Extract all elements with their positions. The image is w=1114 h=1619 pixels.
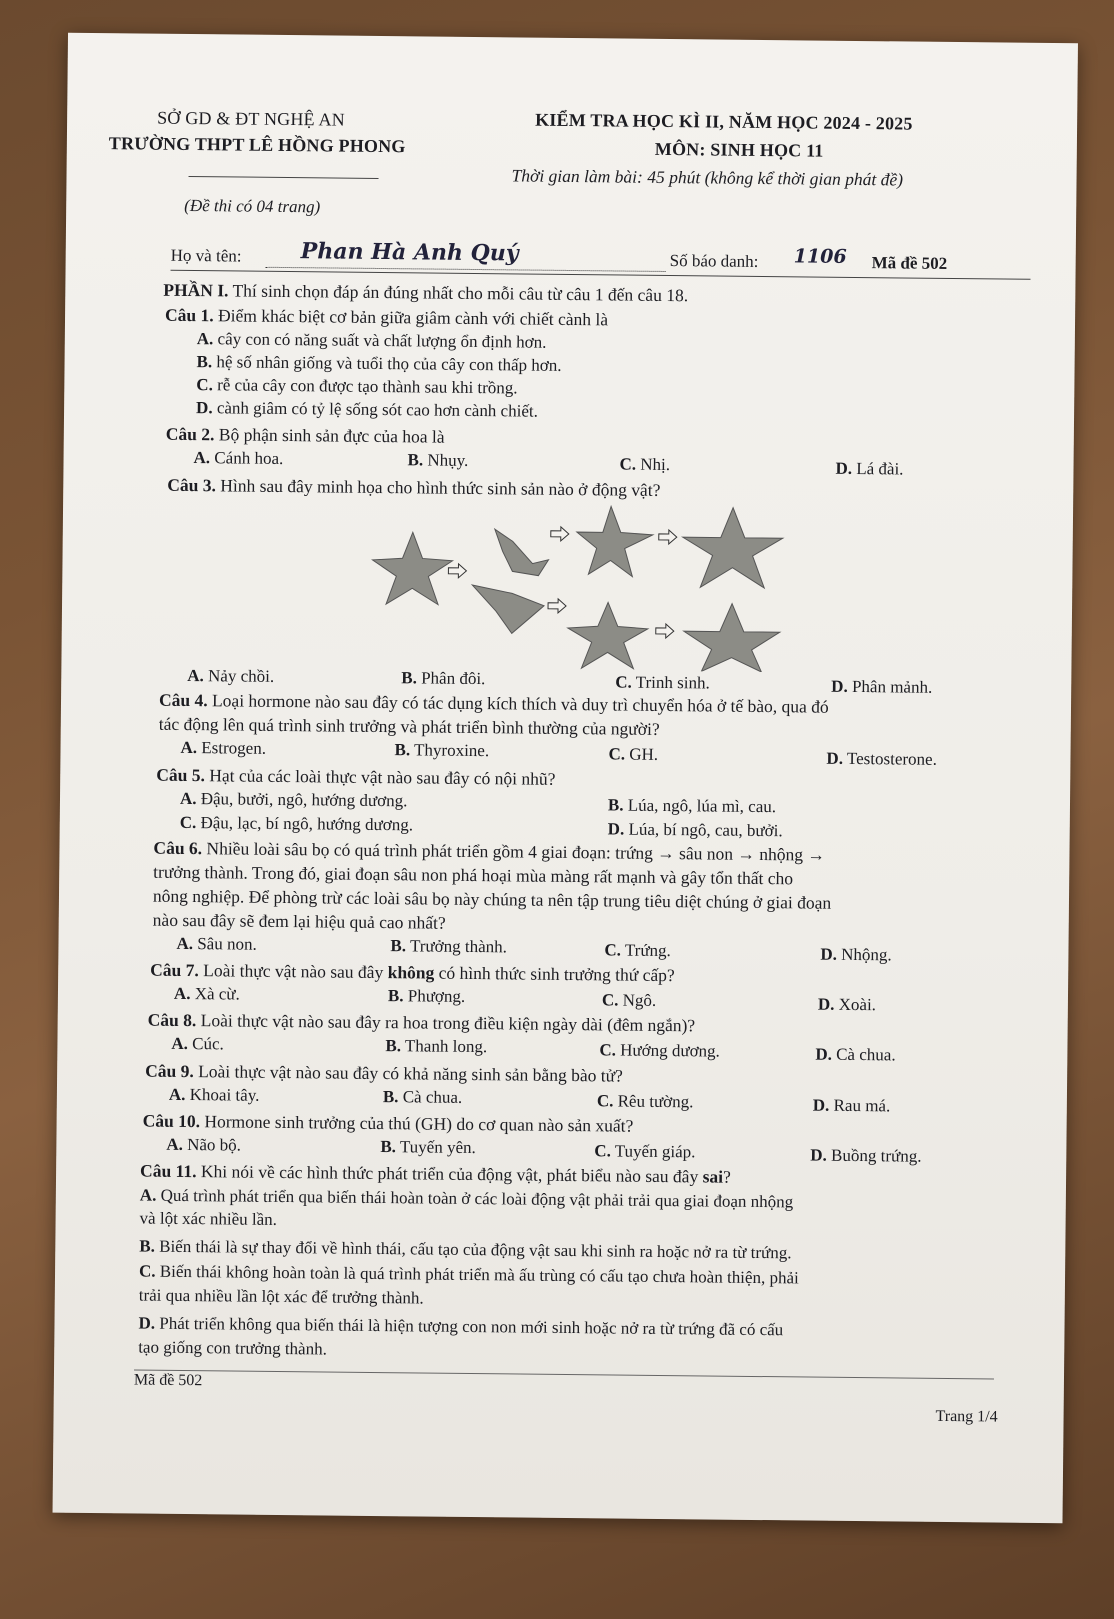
question-number: Câu 10. (142, 1110, 201, 1132)
option-letter: C. (196, 375, 213, 395)
exam-paper (53, 33, 1078, 1523)
question-4-line-2: tác động lên quá trình sinh trưởng và phát triển bình thường của người? (158, 713, 660, 739)
question-number: Câu 5. (156, 764, 205, 786)
q11-option-a-line-2: và lột xác nhiều lần. (139, 1208, 278, 1229)
q3-option-a[interactable] (187, 666, 274, 687)
option-letter: C. (604, 940, 622, 960)
q5-option-d[interactable] (608, 819, 783, 841)
question-number: Câu 6. (153, 837, 203, 859)
question-4 (159, 690, 829, 718)
option-letter: B. (382, 1087, 399, 1107)
option-letter: B. (380, 1137, 397, 1157)
q1-option-c[interactable] (196, 375, 517, 398)
question-text: Hạt của các loài thực vật nào sau đây có nội nhũ? (209, 765, 556, 789)
question-number: Câu 8. (147, 1009, 197, 1031)
q1-option-a[interactable] (197, 329, 547, 353)
q8-option-c[interactable] (599, 1040, 720, 1061)
arrow-icon (659, 530, 677, 544)
option-text: Nhụy. (427, 450, 469, 470)
sbd-label: Số báo danh: (669, 251, 759, 271)
option-text: Lúa, bí ngô, cau, bưởi. (628, 819, 783, 841)
option-text: Ngô. (622, 990, 657, 1010)
time-note: Thời gian làm bài: 45 phút (không kể thời gian phát đề) (511, 165, 904, 190)
option-text: Hướng dương. (620, 1040, 720, 1061)
question-5 (156, 765, 555, 790)
starfish-regenerating-bottom-icon (567, 602, 648, 669)
q3-option-d[interactable] (831, 677, 932, 698)
option-letter: A. (180, 737, 198, 758)
q11-option-b[interactable] (139, 1237, 791, 1264)
option-text: Nhị. (640, 454, 671, 475)
question-text: Hormone sinh trưởng của thú (GH) do cơ quan nào sản xuất? (204, 1111, 634, 1136)
option-text: Lúa, ngô, lúa mì, cau. (627, 795, 777, 817)
option-letter: C. (594, 1141, 611, 1161)
q8-option-b[interactable] (385, 1036, 487, 1057)
q9-option-b[interactable] (383, 1087, 463, 1108)
option-text: Xoài. (838, 994, 877, 1015)
option-letter: B. (390, 936, 407, 956)
question-text-end: ? (722, 1166, 731, 1187)
question-number: Câu 2. (165, 423, 215, 445)
footer-exam-code: Mã đề 502 (133, 1371, 203, 1390)
option-letter: A. (173, 983, 191, 1004)
starfish-parent-icon (372, 532, 453, 605)
option-letter: D. (815, 1044, 833, 1064)
option-letter: D. (196, 398, 213, 418)
option-letter: A. (166, 1134, 184, 1154)
option-letter: D. (810, 1145, 827, 1165)
option-text: Đậu, bưởi, ngô, hướng dương. (200, 789, 408, 811)
footer-page-number: Trang 1/4 (935, 1407, 998, 1426)
question-3 (167, 475, 660, 501)
question-emphasis: không (387, 962, 435, 983)
option-letter: D. (820, 944, 838, 964)
option-letter: D. (835, 458, 853, 478)
q7-option-b[interactable] (388, 986, 465, 1007)
option-letter: C. (601, 990, 619, 1010)
q5-option-a[interactable] (180, 789, 408, 811)
option-text: Phát triển không qua biến thái là hiện tượng con non mới sinh hoặc nở ra từ trứng đã có cấu (159, 1313, 784, 1340)
question-emphasis: sai (702, 1166, 724, 1187)
arrow-icon (551, 527, 569, 541)
option-text: Trứng. (624, 940, 671, 961)
option-letter: B. (387, 986, 404, 1006)
option-text: Não bộ. (187, 1135, 242, 1155)
option-text: Đậu, lạc, bí ngô, hướng dương. (200, 813, 414, 835)
option-text: Phân đôi. (421, 668, 486, 689)
part1-text: Thí sinh chọn đáp án đúng nhất cho mỗi câu từ câu 1 đến câu 18. (232, 280, 689, 306)
option-text: Rêu tường. (617, 1091, 694, 1112)
option-text: Buồng trứng. (830, 1145, 922, 1166)
option-letter: A. (187, 665, 204, 686)
option-letter: C. (138, 1261, 156, 1281)
option-letter: C. (619, 454, 637, 474)
question-number: Câu 9. (145, 1060, 194, 1082)
question-7 (150, 960, 675, 986)
question-text: Loài thực vật nào sau đây có khả năng sinh sản bằng bào tử? (198, 1061, 624, 1086)
starfish-fragment-top-icon (494, 529, 548, 576)
option-text: Trưởng thành. (409, 936, 508, 957)
q2-option-d[interactable] (835, 459, 903, 480)
option-letter: C. (615, 672, 632, 692)
option-letter: D. (826, 748, 844, 768)
option-letter: C. (599, 1040, 617, 1060)
q9-option-d[interactable] (813, 1096, 891, 1117)
option-letter: B. (407, 450, 424, 470)
option-text: Nảy chồi. (207, 666, 275, 686)
option-letter: B. (196, 352, 213, 372)
option-letter: A. (196, 329, 214, 349)
pages-note: (Đề thi có 04 trang) (184, 195, 321, 217)
option-letter: C. (596, 1091, 614, 1111)
sbd-handwritten: 1106 (793, 245, 847, 268)
question-text: Hình sau đây minh họa cho hình thức sinh sản nào ở động vật? (220, 475, 661, 500)
option-text: cây con có năng suất và chất lượng ổn định hơn. (217, 329, 547, 352)
option-text: Sâu non. (197, 934, 257, 954)
option-letter: B. (394, 740, 411, 760)
question-number: Câu 3. (167, 474, 217, 496)
option-text: Cúc. (192, 1034, 224, 1054)
q4-option-c[interactable] (608, 744, 658, 765)
dept-name: SỞ GD & ĐT NGHỆ AN (157, 107, 346, 130)
question-6-line-4: nào sau đây sẽ đem lại hiệu quả cao nhất? (152, 909, 446, 933)
starfish-adult-bottom-icon (683, 603, 780, 672)
question-text: Loại hormone nào sau đây có tác dụng kích thích và duy trì chuyển hóa ở tế bào, qua đó (211, 690, 829, 717)
q2-option-b[interactable] (407, 450, 468, 471)
q7-option-c[interactable] (602, 990, 657, 1011)
option-letter: D. (831, 676, 848, 696)
option-text: Rau má. (833, 1095, 891, 1116)
question-text: Điểm khác biệt cơ bản giữa giâm cành với chiết cành là (217, 305, 609, 330)
option-letter: A. (193, 448, 211, 468)
q11-option-a[interactable] (140, 1186, 794, 1213)
q10-option-d[interactable] (810, 1146, 921, 1167)
option-text: Quá trình phát triển qua biến thái hoàn toàn ở các loài động vật phải trải qua giai đoạn nhộng (160, 1185, 794, 1212)
question-text-end: có hình thức sinh trưởng thứ cấp? (438, 962, 675, 986)
option-letter: D. (817, 994, 835, 1014)
question-text: Loài thực vật nào sau đây ra hoa trong điều kiện ngày dài (đêm ngắn)? (200, 1010, 696, 1036)
question-10 (143, 1111, 634, 1137)
option-text: Nhộng. (841, 944, 892, 965)
option-text: Tuyến giáp. (614, 1141, 696, 1162)
question-8 (148, 1010, 696, 1037)
header-divider (189, 176, 379, 179)
option-text: Trinh sinh. (635, 672, 710, 693)
part1-instruction (163, 280, 688, 306)
option-letter: D. (812, 1095, 830, 1115)
question-number: Câu 4. (158, 689, 208, 711)
q2-option-c[interactable] (619, 455, 670, 476)
q1-option-b[interactable] (196, 352, 561, 376)
option-text: Phân mảnh. (851, 676, 933, 697)
option-text: Tuyến yên. (399, 1137, 476, 1158)
q4-option-a[interactable] (180, 738, 266, 759)
option-letter: A. (179, 788, 197, 809)
q7-option-d[interactable] (818, 995, 876, 1016)
option-text: Lá đài. (856, 458, 904, 479)
question-text: Bộ phận sinh sản đực của hoa là (218, 424, 445, 447)
q10-option-a[interactable] (166, 1135, 241, 1156)
option-letter: B. (401, 668, 417, 688)
option-letter: A. (168, 1084, 186, 1104)
starfish-fragmentation-figure (361, 500, 803, 673)
option-letter: B. (385, 1036, 402, 1056)
option-letter: C. (608, 744, 626, 764)
q9-option-c[interactable] (597, 1091, 694, 1112)
option-text: hệ số nhân giống và tuổi thọ của cây con thấp hơn. (216, 352, 562, 375)
q6-option-b[interactable] (390, 936, 507, 957)
question-text: Nhiều loài sâu bọ có quá trình phát triển gồm 4 giai đoạn: trứng → sâu non → nhộng → (206, 838, 826, 865)
q10-option-b[interactable] (380, 1137, 476, 1158)
option-text: Khoai tây. (189, 1085, 260, 1105)
starfish-regenerating-top-icon (576, 506, 653, 577)
starfish-adult-top-icon (682, 507, 783, 588)
question-6-line-3: nông nghiệp. Để phòng trừ các loài sâu bọ này chúng ta nên tập trung tiêu diệt chúng ở giai đoạn (152, 885, 832, 913)
part1-heading: PHẦN I. (163, 279, 229, 301)
arrow-icon (448, 564, 466, 578)
q3-option-c[interactable] (615, 672, 710, 693)
subject-title: MÔN: SINH HỌC 11 (654, 138, 824, 161)
option-text: Testosterone. (846, 748, 937, 769)
option-letter: D. (138, 1313, 156, 1333)
q11-option-d[interactable] (138, 1314, 783, 1341)
question-6-line-2: trưởng thành. Trong đó, giai đoạn sâu non phá hoại mùa màng rất mạnh và gây tổn thất cho (153, 861, 794, 889)
option-text: cành giâm có tỷ lệ sống sót cao hơn cành chiết. (216, 398, 539, 421)
q3-option-b[interactable] (401, 668, 485, 689)
q4-option-d[interactable] (826, 749, 937, 770)
question-number: Câu 11. (140, 1160, 197, 1182)
starfish-fragment-bottom-icon (472, 585, 544, 634)
option-text: Thanh long. (404, 1036, 488, 1057)
q6-option-c[interactable] (604, 940, 671, 961)
question-number: Câu 7. (150, 959, 199, 981)
option-letter: B. (139, 1236, 156, 1256)
q5-option-b[interactable] (608, 795, 776, 817)
option-text: Biến thái là sự thay đổi về hình thái, cấu tạo của động vật sau khi sinh ra hoặc nở ra từ trứng. (159, 1236, 792, 1263)
school-name: TRƯỜNG THPT LÊ HỒNG PHONG (108, 133, 406, 157)
option-letter: B. (607, 795, 624, 815)
exam-title: KIỂM TRA HỌC KÌ II, NĂM HỌC 2024 - 2025 (535, 109, 913, 134)
q9-option-a[interactable] (169, 1085, 260, 1106)
q6-option-a[interactable] (176, 934, 256, 955)
question-number: Câu 1. (164, 304, 214, 326)
q7-option-a[interactable] (174, 984, 240, 1005)
option-text: Xà cừ. (194, 984, 240, 1004)
q10-option-c[interactable] (594, 1141, 695, 1162)
arrow-icon (548, 599, 566, 613)
option-letter: D. (607, 819, 625, 839)
option-text: Thyroxine. (413, 740, 490, 761)
q4-option-b[interactable] (394, 740, 489, 761)
name-handwritten: Phan Hà Anh Quý (300, 238, 519, 267)
q11-option-c-line-2: trải qua nhiều lần lột xác để trưởng thành. (138, 1285, 424, 1308)
option-text: rễ của cây con được tạo thành sau khi trồng. (217, 375, 518, 398)
footer-divider (134, 1369, 994, 1379)
option-letter: A. (171, 1033, 189, 1054)
question-6 (153, 838, 825, 866)
option-text: GH. (629, 744, 659, 764)
option-text: Cánh hoa. (214, 448, 284, 468)
option-text: Biến thái không hoàn toàn là quá trình phát triển mà ấu trùng có cấu tạo chưa hoàn thiện, phải (159, 1261, 799, 1288)
q11-option-c[interactable] (139, 1262, 799, 1289)
q6-option-d[interactable] (820, 945, 892, 966)
option-letter: A. (139, 1185, 157, 1205)
question-9 (145, 1061, 623, 1087)
option-text: Cà chua. (402, 1087, 463, 1107)
question-text: Khi nói về các hình thức phát triển của động vật, phát biểu nào sau đây (200, 1161, 699, 1187)
arrow-icon (656, 624, 674, 638)
question-2 (166, 424, 445, 448)
option-letter: A. (176, 933, 194, 954)
q1-option-d[interactable] (196, 398, 538, 422)
option-text: Cà chua. (836, 1044, 896, 1065)
option-text: Phượng. (407, 986, 466, 1006)
q5-option-c[interactable] (180, 813, 414, 835)
exam-code: Mã đề 502 (871, 253, 948, 273)
q8-option-a[interactable] (171, 1034, 224, 1055)
name-label: Họ và tên: (170, 245, 242, 266)
q11-option-d-line-2: tạo giống con trưởng thành. (138, 1337, 328, 1359)
q8-option-d[interactable] (815, 1045, 895, 1066)
question-11 (140, 1161, 731, 1188)
question-1 (165, 305, 608, 331)
question-text: Loài thực vật nào sau đây (203, 960, 384, 983)
option-text: Estrogen. (201, 738, 267, 758)
q2-option-a[interactable] (193, 448, 283, 469)
option-letter: C. (179, 812, 197, 833)
